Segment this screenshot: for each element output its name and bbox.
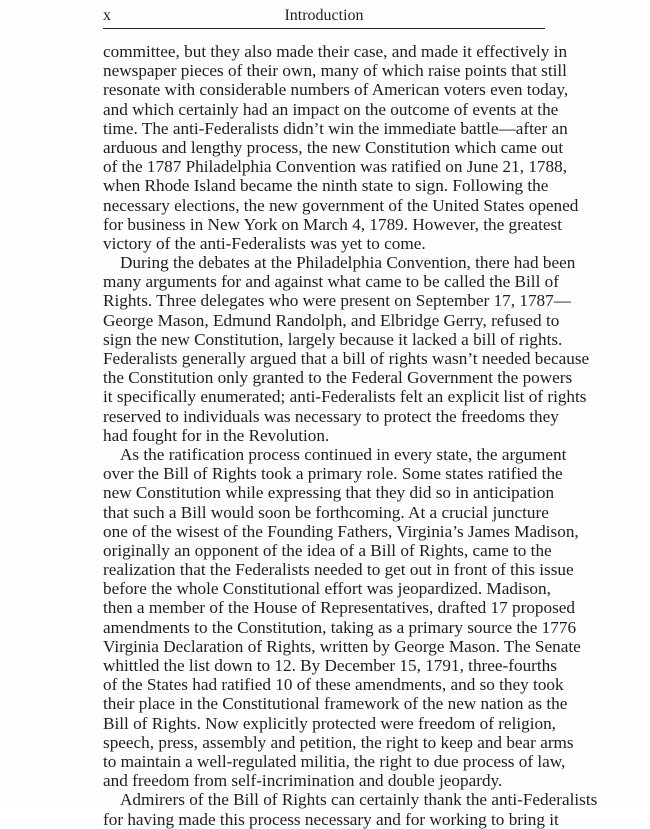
text-line: Federalists generally argued that a bill of rights wasn’t needed because: [103, 349, 590, 368]
text-line: for business in New York on March 4, 1789. However, the greatest: [103, 214, 562, 234]
text-line: time. The anti-Federalists didn’t win the immediate battle—after an: [103, 118, 568, 138]
text-line: when Rhode Island became the ninth state to sign. Following the: [103, 176, 549, 196]
text-line: and which certainly had an impact on the outcome of events at the: [103, 99, 559, 119]
text-line: of the 1787 Philadelphia Convention was ratified on June 21, 1788,: [103, 157, 567, 177]
text-line: before the whole Constitutional effort was jeopardized. Madison,: [103, 579, 551, 599]
text-line: over the Bill of Rights took a primary role. Some states ratified the: [103, 464, 563, 484]
header-rule: [103, 28, 545, 29]
text-line: whittled the list down to 12. By December 15, 1791, three-fourths: [103, 656, 557, 675]
text-line: sign the new Constitution, largely because it lacked a bill of rights.: [103, 329, 563, 349]
page-number: x: [103, 7, 111, 24]
text-line: newspaper pieces of their own, many of which raise points that still: [103, 61, 567, 81]
text-line: necessary elections, the new government of the United States opened: [103, 195, 579, 215]
text-line: arduous and lengthy process, the new Constitution which came out: [103, 137, 564, 157]
text-line: George Mason, Edmund Randolph, and Elbridge Gerry, refused to: [103, 310, 560, 330]
text-line: and freedom from self-incrimination and double jeopardy.: [103, 771, 503, 791]
text-line: Rights. Three delegates who were present on September 17, 1787—: [103, 291, 571, 311]
running-head: [103, 4, 545, 28]
chapter-title: Introduction: [284, 7, 364, 24]
paragraph-first-line: During the debates at the Philadelphia Convention, there had been: [120, 253, 576, 273]
paragraph-first-line: As the ratification process continued in every state, the argument: [120, 444, 567, 464]
text-line: one of the wisest of the Founding Fathers, Virginia’s James Madison,: [103, 521, 579, 541]
text-line: speech, press, assembly and petition, the right to keep and bear arms: [103, 732, 574, 752]
text-line: many arguments for and against what came to be called the Bill of: [103, 272, 559, 292]
text-line: their place in the Constitutional framework of the new nation as the: [103, 694, 568, 714]
text-line: Virginia Declaration of Rights, written by George Mason. The Senate: [103, 636, 581, 656]
text-line: resonate with considerable numbers of American voters even today,: [103, 80, 569, 100]
body-text: [103, 42, 598, 829]
text-line: the Constitution only granted to the Federal Government the powers: [103, 368, 573, 388]
paragraph-first-line: Admirers of the Bill of Rights can certainly thank the anti-Federalists: [120, 790, 598, 810]
text-line: amendments to the Constitution, taking as a primary source the 1776: [103, 617, 577, 637]
text-line: reserved to individuals was necessary to protect the freedoms they: [103, 406, 559, 426]
text-line: then a member of the House of Representatives, drafted 17 proposed: [103, 598, 576, 618]
text-line: Bill of Rights. Now explicitly protected were freedom of religion,: [103, 713, 556, 733]
text-line: for having made this process necessary and for working to bring it: [103, 809, 559, 829]
text-line: new Constitution while expressing that they did so in anticipation: [103, 483, 555, 503]
text-line: victory of the anti-Federalists was yet to come.: [103, 233, 426, 253]
text-line: had fought for in the Revolution.: [103, 425, 330, 445]
text-line: it specifically enumerated; anti-Federalists felt an explicit list of rights: [103, 387, 587, 407]
text-line: to maintain a well-regulated militia, the right to due process of law,: [103, 751, 566, 771]
text-line: that such a Bill would soon be forthcoming. At a crucial juncture: [103, 502, 549, 522]
text-line: realization that the Federalists needed to get out in front of this issue: [103, 560, 574, 580]
text-line: committee, but they also made their case, and made it effectively in: [103, 42, 568, 61]
text-line: originally an opponent of the idea of a Bill of Rights, came to the: [103, 540, 552, 560]
text-line: of the States had ratified 10 of these amendments, and so they took: [103, 675, 564, 695]
